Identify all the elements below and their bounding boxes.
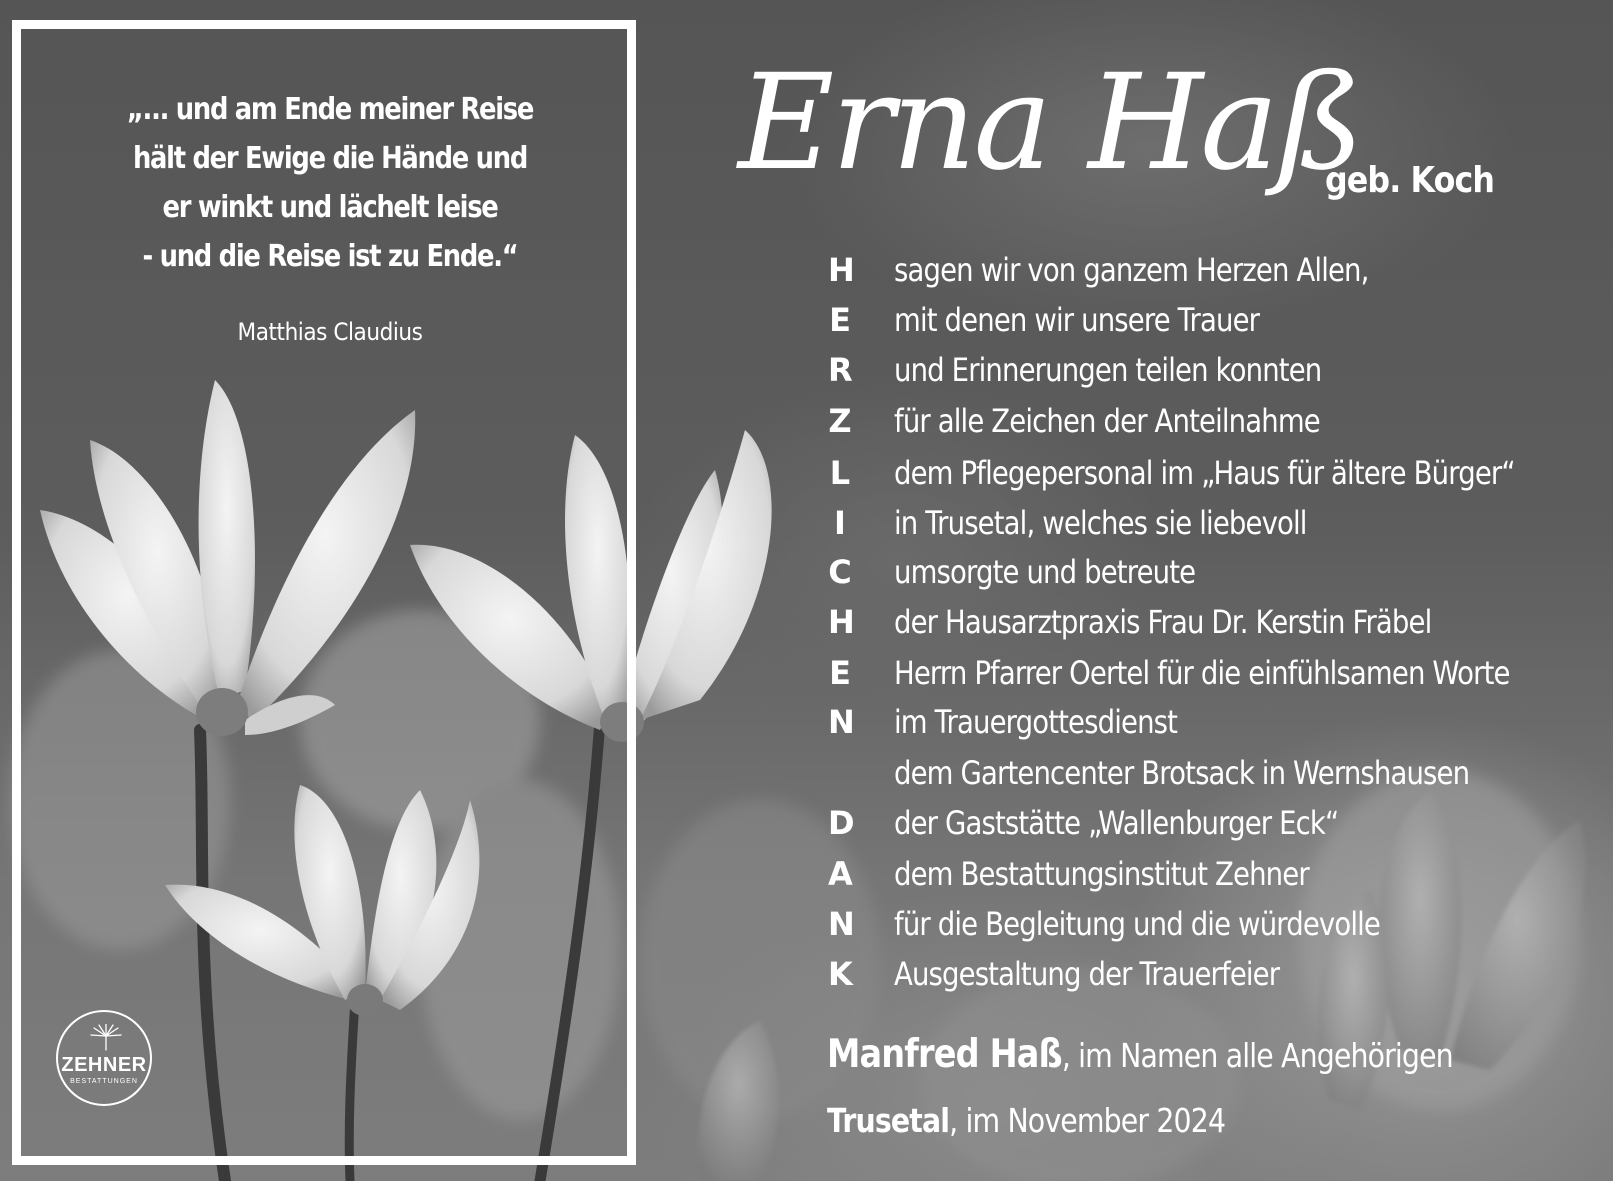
acrostic-letter: H [828,251,855,289]
acrostic-letter: E [829,654,851,692]
signature-line [827,1032,1453,1079]
acknowledgement-text: Herrn Pfarrer Oertel für die einfühlsamen Worte [894,654,1510,692]
acknowledgement-text: in Trusetal, welches sie liebevoll [894,504,1307,542]
acrostic-letter: I [834,504,846,542]
acknowledgement-text: sagen wir von ganzem Herzen Allen, [894,251,1369,289]
acrostic-letter: N [828,703,855,741]
logo-name: ZEHNER [61,1054,147,1076]
quote-line: „... und am Ende meiner Reise [126,92,534,127]
acrostic-letter: R [828,351,853,389]
acrostic-letter: D [828,804,855,842]
acrostic-letter: Z [828,402,852,440]
acrostic-letter: K [828,955,853,993]
acknowledgement-text: der Hausarztpraxis Frau Dr. Kerstin Fräbel [894,603,1432,641]
acrostic-letter: H [828,603,855,641]
deceased-name: Erna Haß [738,46,1362,200]
acknowledgement-text: und Erinnerungen teilen konnten [894,351,1322,389]
signature-suffix: , im Namen alle Angehörigen [1061,1036,1453,1075]
place-name: Trusetal [827,1101,950,1140]
date-text: , im November 2024 [949,1101,1226,1140]
quote-author: Matthias Claudius [237,318,423,346]
acrostic-letter: L [829,454,851,492]
dandelion-icon [89,1024,123,1052]
acknowledgement-text: im Trauergottesdienst [894,703,1178,741]
acknowledgement-text: für alle Zeichen der Anteilnahme [894,402,1320,440]
acknowledgement-text: Ausgestaltung der Trauerfeier [894,955,1280,993]
quote-line: - und die Reise ist zu Ende.“ [142,239,518,274]
poem-quote [98,85,562,281]
quote-line: hält der Ewige die Hände und [132,141,528,176]
acrostic-letter: E [829,301,851,339]
acknowledgement-text: dem Pflegepersonal im „Haus für ältere Bürger“ [894,454,1515,492]
signature-name: Manfred Haß [827,1032,1062,1077]
acknowledgement-text: der Gaststätte „Wallenburger Eck“ [894,804,1339,842]
acknowledgement-text: umsorgte und betreute [894,553,1196,591]
acknowledgement-text: dem Bestattungsinstitut Zehner [894,855,1309,893]
place-date-line [827,1098,1225,1144]
zehner-logo [56,1010,152,1106]
acknowledgement-text: mit denen wir unsere Trauer [894,301,1260,339]
acrostic-letter: A [828,855,853,893]
logo-subtitle: BESTATTUNGEN [70,1078,138,1085]
acknowledgement-text: dem Gartencenter Brotsack in Wernshausen [894,754,1470,792]
acrostic-letter: C [828,553,852,591]
acrostic-letter: N [828,905,855,943]
maiden-name: geb. Koch [1325,160,1495,201]
quote-line: er winkt und lächelt leise [162,190,498,225]
acknowledgement-text: für die Begleitung und die würdevolle [894,905,1380,943]
